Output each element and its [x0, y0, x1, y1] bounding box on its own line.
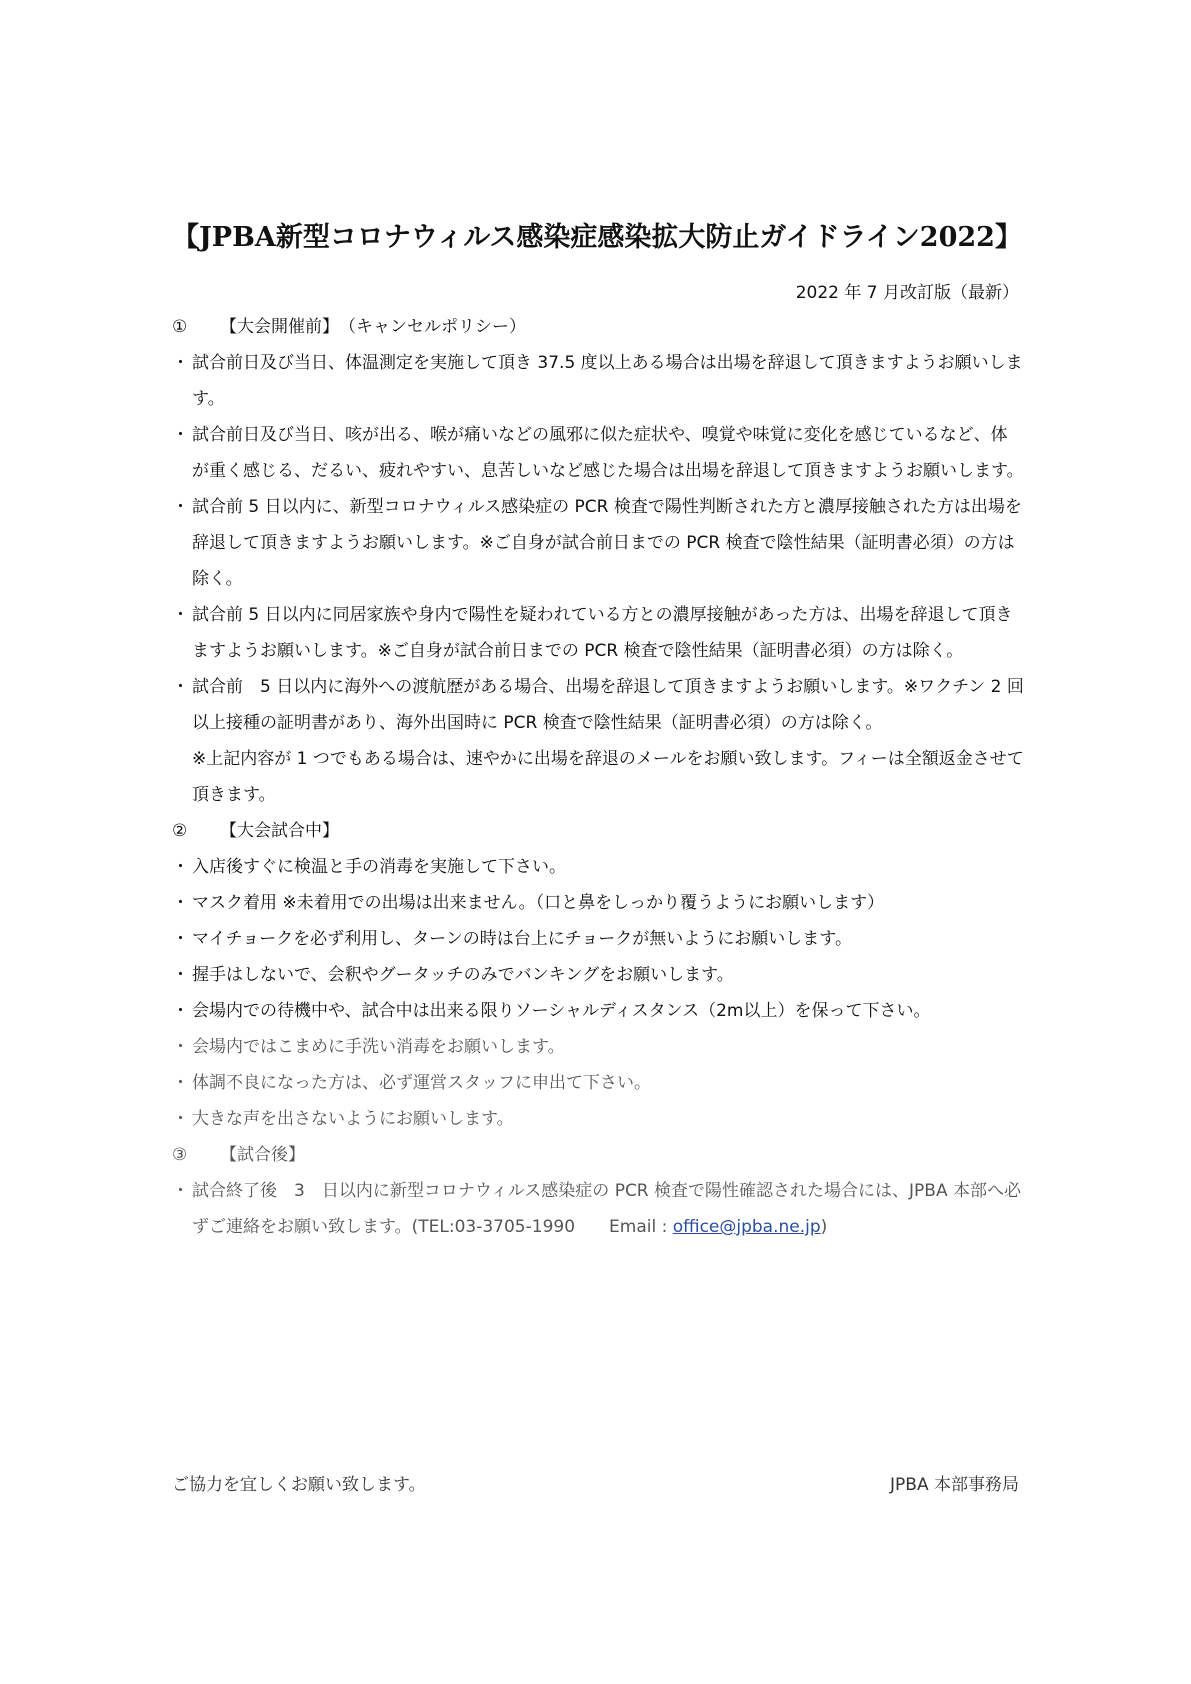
- bullet-mark: ・: [172, 857, 189, 877]
- section-2-item-text: 大きな声を出さないようにお願いします。: [192, 1109, 514, 1129]
- section-2-heading: [172, 813, 1024, 849]
- closing-thanks: ご協力を宜しくお願い致します。: [172, 1475, 426, 1495]
- section-3-item-body: [192, 1173, 1024, 1245]
- section-1-heading: [172, 309, 1024, 345]
- section-1-item-text: 試合前 5 日以内に海外への渡航歴がある場合、出場を辞退して頂きますようお願いします。※ワクチン 2 回以上接種の証明書があり、海外出国時に PCR 検査で陰性結果（証明書必須）の方は除く。: [192, 677, 1024, 733]
- section-2-item-text: マスク着用 ※未着用での出場は出来ません。（口と鼻をしっかり覆うようにお願いします）: [192, 893, 885, 913]
- section-2-item-text: 会場内ではこまめに手洗い消毒をお願いします。: [192, 1037, 565, 1057]
- bullet-mark: ・: [172, 425, 189, 445]
- section-3-item-text: 試合終了後 3 日以内に新型コロナウィルス感染症の PCR 検査で陽性確認された場合には、JPBA 本部へ必ずご連絡をお願い致します。(TEL:03-3705-1990 Email :: [192, 1181, 1021, 1237]
- section-2-item-text: 体調不良になった方は、必ず運営スタッフに申出て下さい。: [192, 1073, 651, 1093]
- email-link[interactable]: office@jpba.ne.jp: [672, 1217, 821, 1237]
- section-1-title: 【大会開催前】 （キャンセルポリシー）: [220, 317, 526, 337]
- section-1-item-text: 試合前日及び当日、咳が出る、喉が痛いなどの風邪に似た症状や、嗅覚や味覚に変化を感じているなど、体が重く感じる、だるい、疲れやすい、息苦しいなど感じた場合は出場を辞退して頂きますようお願いします。: [192, 425, 1024, 481]
- bullet-mark: ・: [172, 1109, 189, 1129]
- section-2-item: [172, 993, 1024, 1029]
- section-2-item: [172, 849, 1024, 885]
- bullet-mark: ・: [172, 677, 189, 697]
- section-2-number: ②: [172, 821, 188, 841]
- bullet-mark: ・: [172, 353, 189, 373]
- revision-date: 2022 年 7 月改訂版（最新）: [795, 283, 1019, 303]
- document-title: 【JPBA新型コロナウィルス感染症感染拡大防止ガイドライン2022】: [172, 222, 1022, 253]
- section-1-item: [172, 345, 1024, 417]
- section-2-item-text: マイチョークを必ず利用し、ターンの時は台上にチョークが無いようにお願いします。: [192, 929, 852, 949]
- section-1-note: ※上記内容が 1 つでもある場合は、速やかに出場を辞退のメールをお願い致します。フィーは全額返金させて頂きます。: [192, 749, 1024, 805]
- section-3-number: ③: [172, 1145, 188, 1165]
- bullet-mark: ・: [172, 1073, 189, 1093]
- section-2-item-text: 握手はしないで、会釈やグータッチのみでバンキングをお願いします。: [192, 965, 734, 985]
- section-3-item-close: ): [820, 1217, 828, 1237]
- section-1-item: [172, 669, 1024, 741]
- section-1-item: [172, 489, 1024, 597]
- bullet-mark: ・: [172, 605, 189, 625]
- section-1-item-text: 試合前 5 日以内に同居家族や身内で陽性を疑われている方との濃厚接触があった方は、出場を辞退して頂きますようお願いします。※ご自身が試合前日までの PCR 検査で陰性結果（証明書必須）の方は除く。: [192, 605, 1013, 661]
- section-2-item-text: 会場内での待機中や、試合中は出来る限りソーシャルディスタンス（2m以上）を保って下さい。: [192, 1001, 931, 1021]
- section-3-heading: [172, 1137, 1024, 1173]
- bullet-mark: ・: [172, 893, 189, 913]
- section-2-item: [172, 1101, 1024, 1137]
- bullet-mark: ・: [172, 965, 189, 985]
- office-signature: JPBA 本部事務局: [890, 1475, 1019, 1495]
- bullet-mark: ・: [172, 1001, 189, 1021]
- section-2-item: [172, 957, 1024, 993]
- section-2-item: [172, 1029, 1024, 1065]
- section-1-item-text: 試合前 5 日以内に、新型コロナウィルス感染症の PCR 検査で陽性判断された方と濃厚接触された方は出場を辞退して頂きますようお願いします。※ご自身が試合前日までの PCR 検査で陰性結果（証明書必須）の方は除く。: [192, 497, 1022, 589]
- section-1-item: [172, 597, 1024, 669]
- bullet-mark: ・: [172, 929, 189, 949]
- bullet-mark: ・: [172, 1037, 189, 1057]
- bullet-mark: ・: [172, 1181, 189, 1201]
- section-3-item: [172, 1173, 1024, 1245]
- bullet-mark: ・: [172, 497, 189, 517]
- section-3-title: 【試合後】: [220, 1145, 305, 1165]
- section-1-item: [172, 417, 1024, 489]
- section-2-item: [172, 885, 1024, 921]
- section-2-title: 【大会試合中】: [220, 821, 339, 841]
- section-2-item-text: 入店後すぐに検温と手の消毒を実施して下さい。: [192, 857, 566, 877]
- document-body: [172, 309, 1024, 1245]
- section-2-item: [172, 921, 1024, 957]
- section-1-number: ①: [172, 317, 188, 337]
- section-1-item-text: 試合前日及び当日、体温測定を実施して頂き 37.5 度以上ある場合は出場を辞退して頂きますようお願いします。: [192, 353, 1023, 409]
- section-2-item: [172, 1065, 1024, 1101]
